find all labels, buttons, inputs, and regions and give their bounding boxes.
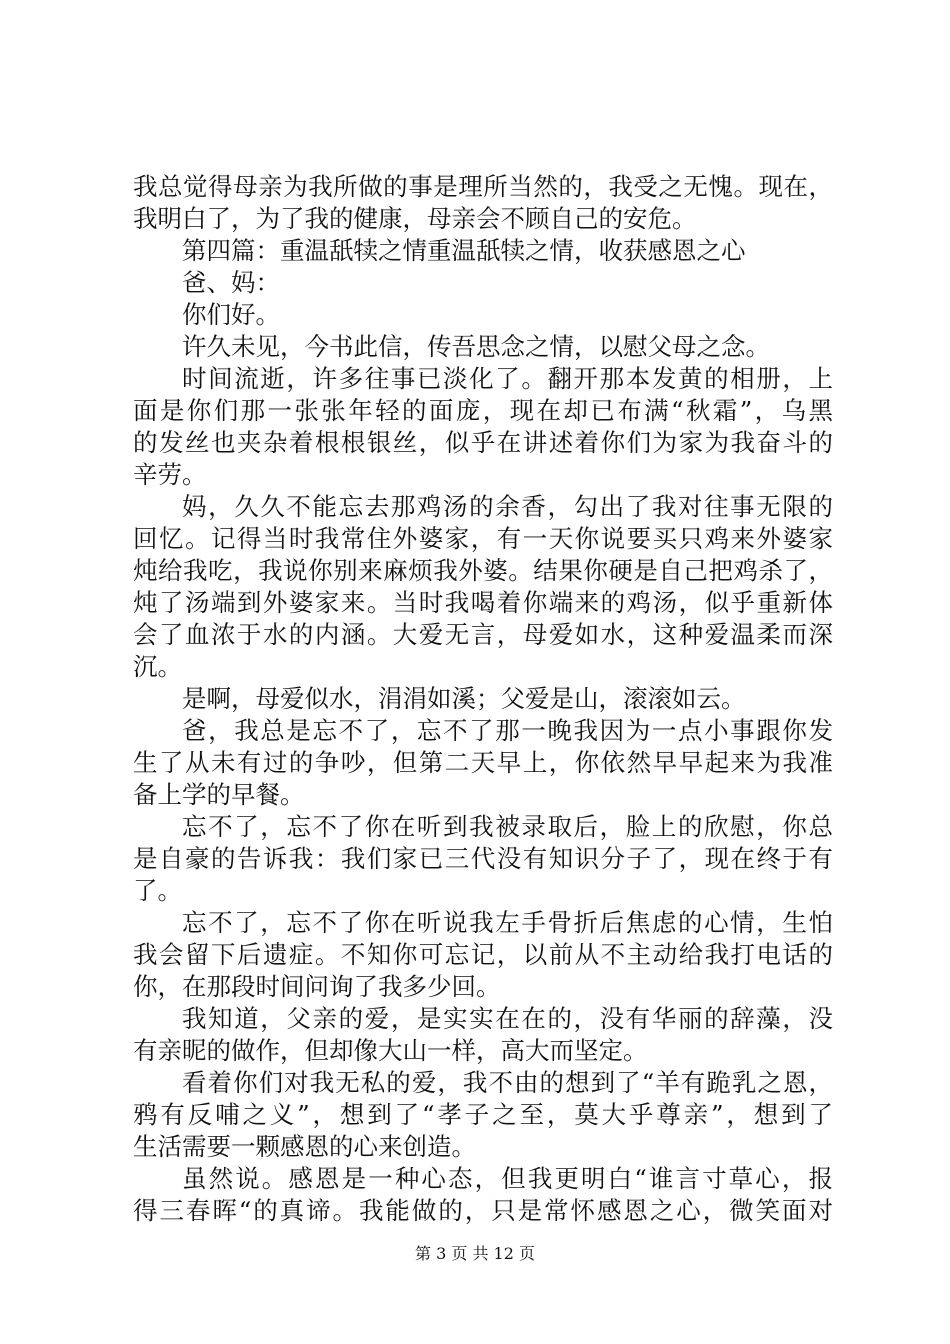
body-text bbox=[133, 171, 833, 1227]
text-line: 鸦有反哺之义”，想到了“孝子之至，莫大乎尊亲”，想到了 bbox=[133, 1100, 833, 1129]
text-line: 我会留下后遗症。不知你可忘记，以前从不主动给我打电话的 bbox=[133, 940, 833, 969]
text-line: 你们好。 bbox=[182, 300, 280, 329]
text-line: 面是你们那一张张年轻的面庞，现在却已布满“秋霜”，乌黑 bbox=[133, 396, 833, 425]
text-line: 得三春晖“的真谛。我能做的，只是常怀感恩之心，微笑面对 bbox=[133, 1196, 833, 1225]
text-line: 我总觉得母亲为我所做的事是理所当然的，我受之无愧。现在， bbox=[133, 172, 833, 201]
text-line: 忘不了，忘不了你在听说我左手骨折后焦虑的心情，生怕 bbox=[182, 908, 833, 937]
text-line: 回忆。记得当时我常住外婆家，有一天你说要买只鸡来外婆家 bbox=[133, 524, 833, 553]
text-line: 的发丝也夹杂着根根银丝，似乎在讲述着你们为家为我奋斗的 bbox=[133, 428, 833, 457]
text-line: 辛劳。 bbox=[133, 460, 207, 489]
text-line: 生了从未有过的争吵，但第二天早上，你依然早早起来为我准 bbox=[133, 748, 833, 777]
text-line: 看着你们对我无私的爱，我不由的想到了“羊有跪乳之恩， bbox=[182, 1068, 833, 1097]
text-line: 有亲昵的做作，但却像大山一样，高大而坚定。 bbox=[133, 1036, 648, 1065]
text-line: 妈，久久不能忘去那鸡汤的余香，勾出了我对往事无限的 bbox=[182, 492, 833, 521]
text-line: 你，在那段时间问询了我多少回。 bbox=[133, 972, 501, 1001]
section-heading: 第四篇：重温舐犊之情重温舐犊之情，收获感恩之心 bbox=[182, 236, 746, 265]
text-line: 我知道，父亲的爱，是实实在在的，没有华丽的辞藻，没 bbox=[182, 1004, 833, 1033]
text-line: 备上学的早餐。 bbox=[133, 780, 305, 809]
text-line: 虽然说。感恩是一种心态，但我更明白“谁言寸草心，报 bbox=[182, 1164, 833, 1193]
text-line: 炖了汤端到外婆家来。当时我喝着你端来的鸡汤，似乎重新体 bbox=[133, 588, 833, 617]
text-line: 沉。 bbox=[133, 652, 182, 681]
letter-salutation: 爸、妈： bbox=[182, 268, 280, 297]
text-line: 忘不了，忘不了你在听到我被录取后，脸上的欣慰，你总 bbox=[182, 812, 833, 841]
text-line: 会了血浓于水的内涵。大爱无言，母爱如水，这种爱温柔而深 bbox=[133, 620, 833, 649]
text-line: 我明白了，为了我的健康，母亲会不顾自己的安危。 bbox=[133, 204, 697, 233]
text-line: 爸，我总是忘不了，忘不了那一晚我因为一点小事跟你发 bbox=[182, 716, 833, 745]
text-line: 是啊，母爱似水，涓涓如溪；父爱是山，滚滚如云。 bbox=[182, 684, 746, 713]
text-line: 了。 bbox=[133, 876, 182, 905]
text-line: 许久未见，今书此信，传吾思念之情，以慰父母之念。 bbox=[182, 332, 770, 361]
text-line: 是自豪的告诉我：我们家已三代没有知识分子了，现在终于有 bbox=[133, 844, 833, 873]
text-line: 时间流逝，许多往事已淡化了。翻开那本发黄的相册，上 bbox=[182, 364, 833, 393]
text-line: 炖给我吃，我说你别来麻烦我外婆。结果你硬是自己把鸡杀了， bbox=[133, 556, 833, 585]
text-line: 生活需要一颗感恩的心来创造。 bbox=[133, 1132, 476, 1161]
page-number-footer: 第 3 页 共 12 页 bbox=[415, 1244, 535, 1263]
